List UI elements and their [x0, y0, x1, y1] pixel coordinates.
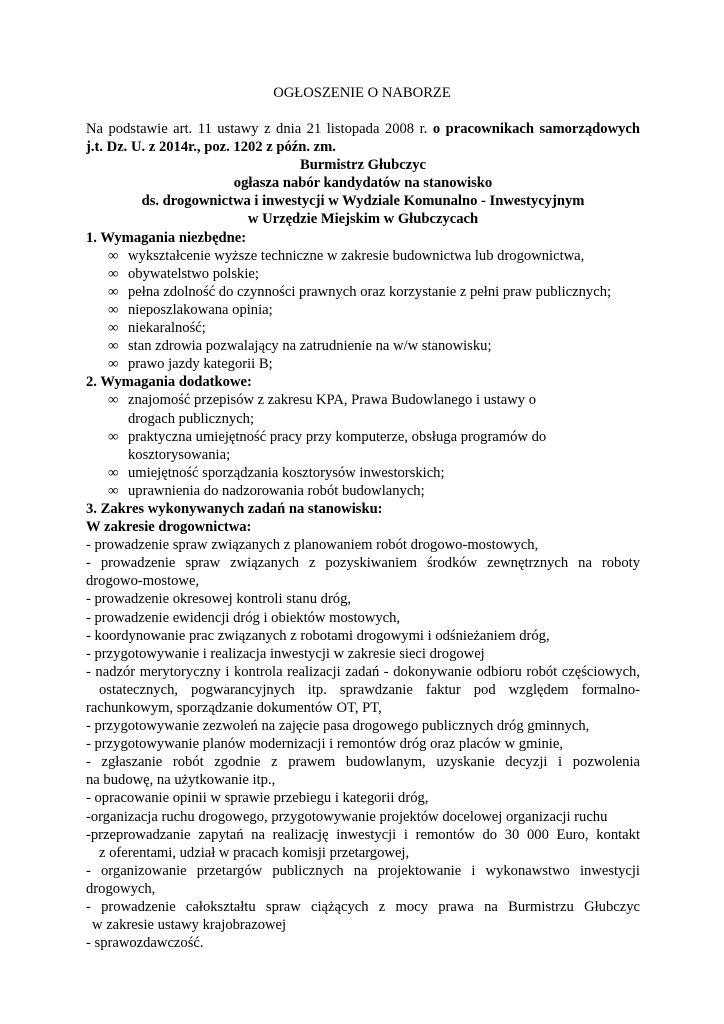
duty-item: - prowadzenie całokształtu spraw ciążących z mocy prawa na Burmistrzu Głubczyc w zakresie ustawy krajobrazowej — [86, 899, 640, 934]
infinity-bullet-icon: ∞ — [108, 283, 119, 300]
header-announcement: ogłasza nabór kandydatów na stanowisko — [233, 175, 493, 192]
duty-item: - przygotowywanie zezwoleń na zajęcie pasa drogowego publicznych dróg gminnych, — [86, 718, 590, 735]
document-body — [86, 120, 640, 952]
duty-item: - sprawozdawczość. — [86, 935, 204, 952]
additional-requirement-item: ∞ praktyczna umiejętność pracy przy komputerze, obsługa programów do kosztorysowania; — [108, 428, 547, 463]
requirement-item: ∞ obywatelstwo polskie; — [108, 265, 259, 282]
duty-item: - prowadzenie spraw związanych z pozyskiwaniem środków zewnętrznych na roboty drogowo-mostowe, — [86, 555, 640, 590]
duty-item: - zgłaszanie robót zgodnie z prawem budowlanym, uzyskanie decyzji i pozwolenia na budowę, na użytkowanie itp., — [86, 754, 640, 789]
duty-item: - organizowanie przetargów publicznych na projektowanie i wykonawstwo inwestycji drogowych, — [86, 862, 640, 897]
duty-item: - prowadzenie ewidencji dróg i obiektów mostowych, — [86, 609, 401, 626]
duty-item: - przygotowywanie i realizacja inwestycji w zakresie sieci drogowej — [86, 645, 485, 662]
infinity-bullet-icon: ∞ — [108, 428, 119, 445]
header-authority: Burmistrz Głubczyc — [299, 157, 427, 174]
document-title: OGŁOSZENIE O NABORZE — [273, 85, 451, 101]
requirement-item: ∞ wykształcenie wyższe techniczne w zakresie budownictwa lub drogownictwa, — [108, 247, 585, 264]
duty-item: - nadzór merytoryczny i kontrola realizacji zadań - dokonywanie odbioru robót częściowych, ostatecznych, pogwarancyjnych itp. sprawdzanie faktur pod względem formalno- rachunkowym, sporządzanie dokumentów OT, PT, — [86, 663, 640, 716]
requirement-item: ∞ niekaralność; — [108, 320, 206, 337]
duty-item: -przeprowadzanie zapytań na realizację inwestycji i remontów do 30 000 Euro, kontakt z oferentami, udział w pracach komisji przetargowej, — [86, 826, 640, 861]
additional-requirement-item: ∞ umiejętność sporządzania kosztorysów inwestorskich; — [108, 464, 445, 481]
infinity-bullet-icon: ∞ — [108, 464, 119, 481]
intro-line-1 — [86, 120, 640, 138]
duty-item: - prowadzenie okresowej kontroli stanu dróg, — [86, 591, 352, 608]
infinity-bullet-icon: ∞ — [108, 265, 119, 282]
duty-item: - koordynowanie prac związanych z robotami drogowymi i odśnieżaniem dróg, — [86, 627, 550, 644]
additional-requirement-item: ∞ uprawnienia do nadzorowania robót budowlanych; — [108, 482, 425, 499]
section3-subheading: W zakresie drogownictwa: — [86, 519, 252, 536]
section1-heading: 1. Wymagania niezbędne: — [86, 229, 247, 246]
duty-item: -organizacja ruchu drogowego, przygotowywanie projektów docelowej organizacji ruchu — [86, 808, 608, 825]
requirement-item: ∞ stan zdrowia pozwalający na zatrudnienie na w/w stanowisku; — [108, 338, 492, 355]
additional-requirement-item: ∞ znajomość przepisów z zakresu KPA, Prawa Budowlanego i ustawy o drogach publicznych; — [108, 392, 536, 427]
intro-line-2: j.t. Dz. U. z 2014r., poz. 1202 z późn. zm. — [86, 139, 336, 156]
duty-item: - przygotowywanie planów modernizacji i remontów dróg oraz placów w gminie, — [86, 736, 563, 753]
infinity-bullet-icon: ∞ — [108, 247, 119, 264]
infinity-bullet-icon: ∞ — [108, 301, 119, 318]
infinity-bullet-icon: ∞ — [108, 482, 119, 499]
infinity-bullet-icon: ∞ — [108, 320, 119, 337]
section2-heading: 2. Wymagania dodatkowe: — [86, 374, 252, 391]
header-position: ds. drogownictwa i inwestycji w Wydziale Komunalno - Inwestycyjnym — [141, 193, 585, 210]
duty-item: - prowadzenie spraw związanych z planowaniem robót drogowo-mostowych, — [86, 537, 539, 554]
infinity-bullet-icon: ∞ — [108, 338, 119, 355]
infinity-bullet-icon: ∞ — [108, 356, 119, 373]
header-office: w Urzędzie Miejskim w Głubczycach — [247, 211, 479, 228]
section3-heading: 3. Zakres wykonywanych zadań na stanowisku: — [86, 500, 383, 517]
duty-item: - opracowanie opinii w sprawie przebiegu i kategorii dróg, — [86, 790, 429, 807]
requirement-item: ∞ prawo jazdy kategorii B; — [108, 356, 273, 373]
requirement-item: ∞ pełna zdolność do czynności prawnych oraz korzystanie z pełni praw publicznych; — [108, 283, 612, 300]
infinity-bullet-icon: ∞ — [108, 392, 119, 409]
intro-act-name: o pracownikach samorządowych — [432, 121, 640, 137]
intro-legal-basis: Na podstawie art. 11 ustawy z dnia 21 listopada 2008 r. — [86, 121, 428, 137]
requirement-item: ∞ nieposzlakowana opinia; — [108, 301, 273, 318]
